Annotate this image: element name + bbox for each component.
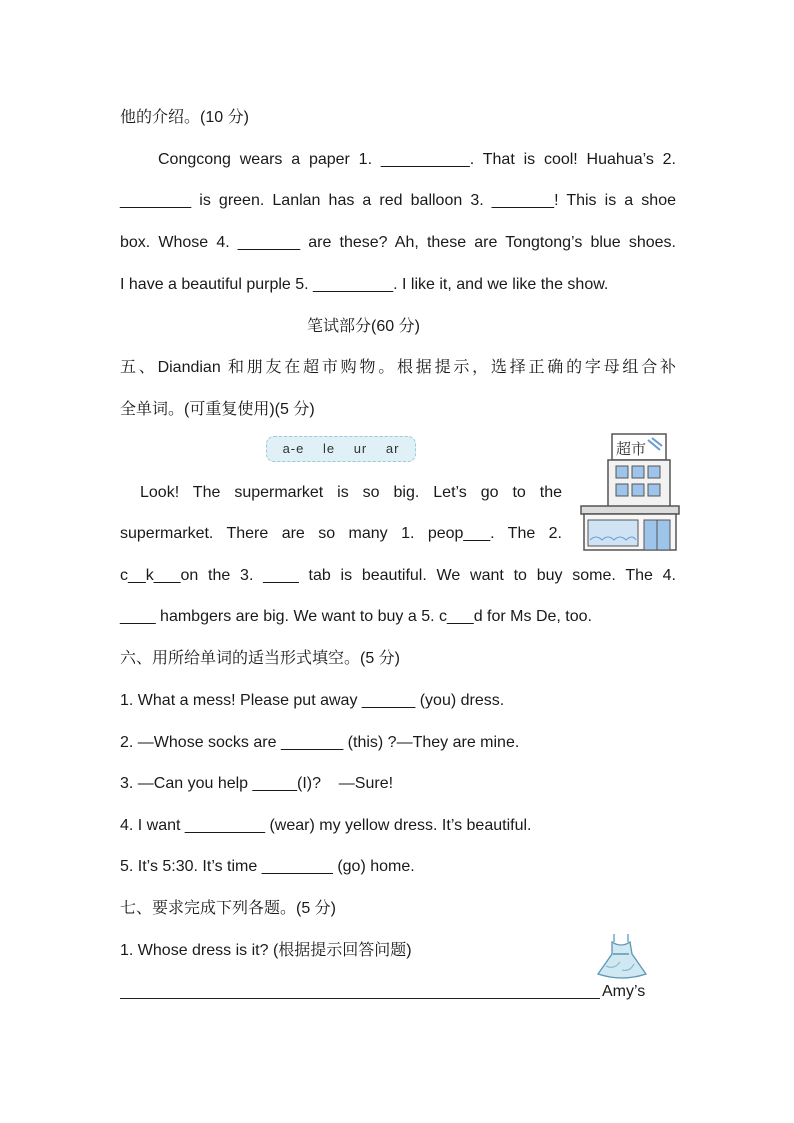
supermarket-icon	[578, 432, 682, 554]
passage-intro: 他的介绍。(10 分)	[120, 109, 249, 126]
section5-line-3: c__k___on the 3. ____ tab is beautiful. We want to buy some. The 4.	[120, 567, 676, 584]
letter-options-box: a-e le ur ar	[266, 436, 416, 462]
dress-icon	[596, 932, 648, 982]
section6-title: 六、用所给单词的适当形式填空。(5 分)	[120, 650, 401, 667]
section5-title-line1: 五、Diandian 和朋友在超市购物。根据提示，选择正确的字母组合补	[120, 359, 676, 376]
section6-item-5: 5. It’s 5:30. It’s time ________ (go) home.	[120, 858, 415, 875]
store-sign-text: 超市	[616, 440, 647, 458]
section7-question-1: 1. Whose dress is it? (根据提示回答问题)	[120, 942, 412, 959]
passage-line-1: Congcong wears a paper 1. __________. That is cool! Huahua’s 2.	[158, 151, 676, 168]
section6-item-3: 3. —Can you help _____(I)? —Sure!	[120, 775, 394, 792]
section5-line-1: Look! The supermarket is so big. Let’s go to the	[140, 484, 562, 501]
section5-line-4: ____ hambgers are big. We want to buy a 5. c___d for Ms De, too.	[120, 608, 592, 625]
answer-line[interactable]	[120, 998, 600, 999]
answer-hint: Amy’s	[602, 983, 646, 1000]
section6-item-2: 2. —Whose socks are _______ (this) ?—They are mine.	[120, 734, 520, 751]
section5-line-2: supermarket. There are so many 1. peop___. The 2.	[120, 525, 562, 542]
passage-line-2: ________ is green. Lanlan has a red balloon 3. _______! This is a shoe	[120, 192, 676, 209]
written-section-header: 笔试部分(60 分)	[307, 318, 420, 335]
section6-item-4: 4. I want _________ (wear) my yellow dress. It’s beautiful.	[120, 817, 532, 834]
section7-title: 七、要求完成下列各题。(5 分)	[120, 900, 337, 917]
section5-title-line2: 全单词。(可重复使用)(5 分)	[120, 401, 315, 418]
passage-line-3: box. Whose 4. _______ are these? Ah, these are Tongtong’s blue shoes.	[120, 234, 676, 251]
passage-line-4: I have a beautiful purple 5. _________. I like it, and we like the show.	[120, 276, 609, 293]
section6-item-1: 1. What a mess! Please put away ______ (you) dress.	[120, 692, 505, 709]
